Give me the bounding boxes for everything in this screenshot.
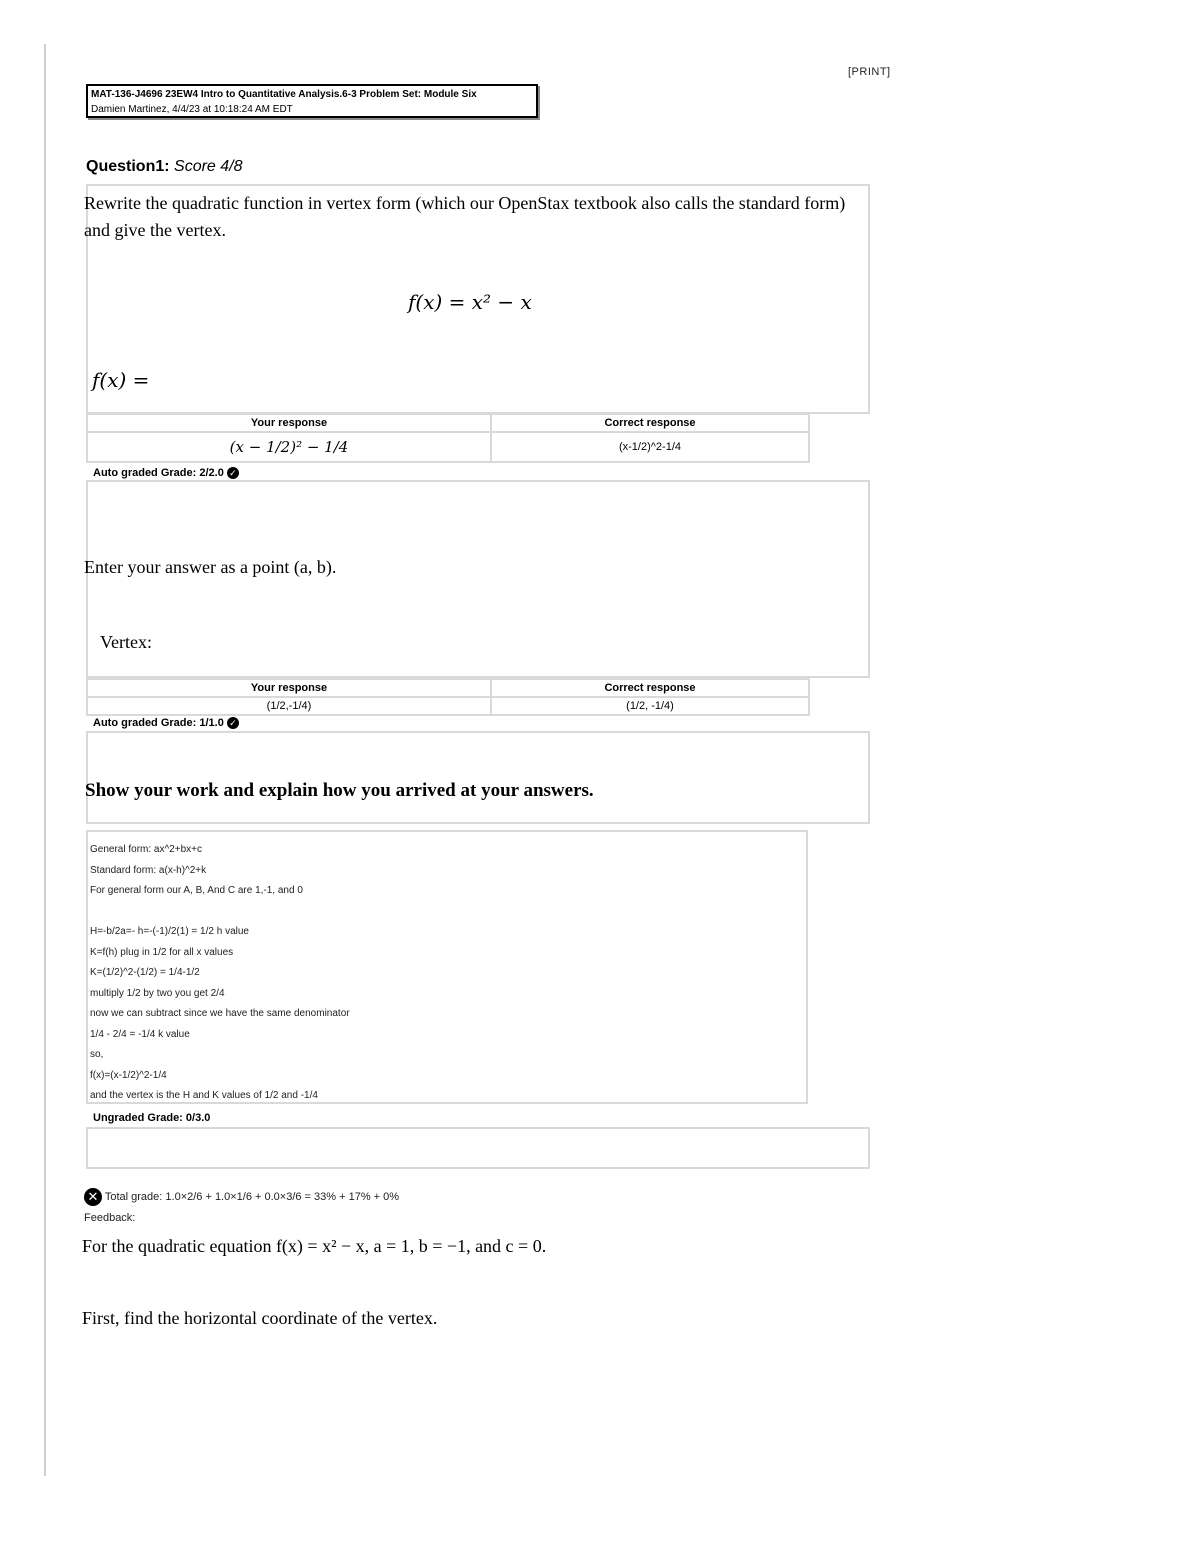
part2-response-table [86,678,810,716]
part1-grade [93,467,239,479]
work-line: Standard form: a(x-h)^2+k [90,864,207,876]
function-display: f(x) = x² − x [408,290,532,314]
part2-grade [93,717,239,729]
correct-response-header: Correct response [491,414,809,432]
part2-grade-text: Auto graded Grade: 1/1.0 [93,717,224,729]
work-response-box [86,830,808,1104]
question-title [86,158,243,176]
user-line: Damien Martinez, 4/4/23 at 10:18:24 AM EDT [91,104,293,115]
your-response-value: (x − 1/2)² − 1/4 [87,432,491,462]
point-instruction: Enter your answer as a point (a, b). [84,557,337,577]
work-line: H=-b/2a=- h=-(-1)/2(1) = 1/2 h value [90,926,249,937]
show-work-instruction: Show your work and explain how you arrived at your answers. [85,780,594,801]
work-line [90,902,804,923]
part1-response-table [86,413,810,463]
x-circle-icon: ✕ [84,1188,102,1206]
your-response-header: Your response [87,414,491,432]
work-line: K=f(h) plug in 1/2 for all x values [90,946,234,958]
assignment-header [86,84,538,118]
total-grade-text: Total grade: 1.0×2/6 + 1.0×1/6 + 0.0×3/6 = 33% + 17% + 0% [104,1190,400,1203]
part3-panel [86,731,870,824]
work-line: For general form our A, B, And C are 1,-1, and 0 [90,885,303,896]
question-prompt: Rewrite the quadratic function in vertex form (which our OpenStax textbook also calls the standard form) and give the vertex. [84,193,846,240]
empty-panel [86,1127,870,1169]
left-margin-rule [44,44,46,1476]
vertex-label: Vertex: [100,632,152,652]
total-grade [84,1188,399,1206]
your-response-header: Your response [87,679,491,697]
work-line: multiply 1/2 by two you get 2/4 [90,987,225,999]
check-circle-icon: ✓ [227,467,239,479]
part2-panel [86,480,870,678]
part1-grade-text: Auto graded Grade: 2/2.0 [93,467,224,479]
print-link[interactable]: [PRINT] [848,66,891,78]
work-line: f(x)=(x-1/2)^2-1/4 [90,1069,167,1081]
work-line: so, [90,1049,104,1060]
correct-response-header: Correct response [491,679,809,697]
course-line: MAT-136-J4696 23EW4 Intro to Quantitative Analysis.6-3 Problem Set: Module Six [91,89,477,100]
feedback-label: Feedback: [84,1212,136,1224]
your-response-value: (1/2,-1/4) [87,697,491,715]
check-circle-icon: ✓ [227,717,239,729]
question-score: Score 4/8 [174,158,243,175]
work-line: and the vertex is the H and K values of 1/2 and -1/4 [90,1090,318,1101]
correct-response-value: (1/2, -1/4) [491,697,809,715]
work-line: General form: ax^2+bx+c [90,844,202,855]
question-label: Question1: [86,158,170,175]
work-line: 1/4 - 2/4 = -1/4 k value [90,1028,190,1040]
work-line: K=(1/2)^2-(1/2) = 1/4-1/2 [90,967,200,978]
feedback-line-2: First, find the horizontal coordinate of the vertex. [82,1308,438,1328]
part3-grade: Ungraded Grade: 0/3.0 [93,1112,211,1124]
work-line: now we can subtract since we have the same denominator [90,1008,350,1019]
feedback-line-1: For the quadratic equation f(x) = x² − x, a = 1, b = −1, and c = 0. [82,1236,547,1256]
correct-response-value: (x-1/2)^2-1/4 [491,432,809,462]
answer-label: f(x) = [92,368,150,392]
